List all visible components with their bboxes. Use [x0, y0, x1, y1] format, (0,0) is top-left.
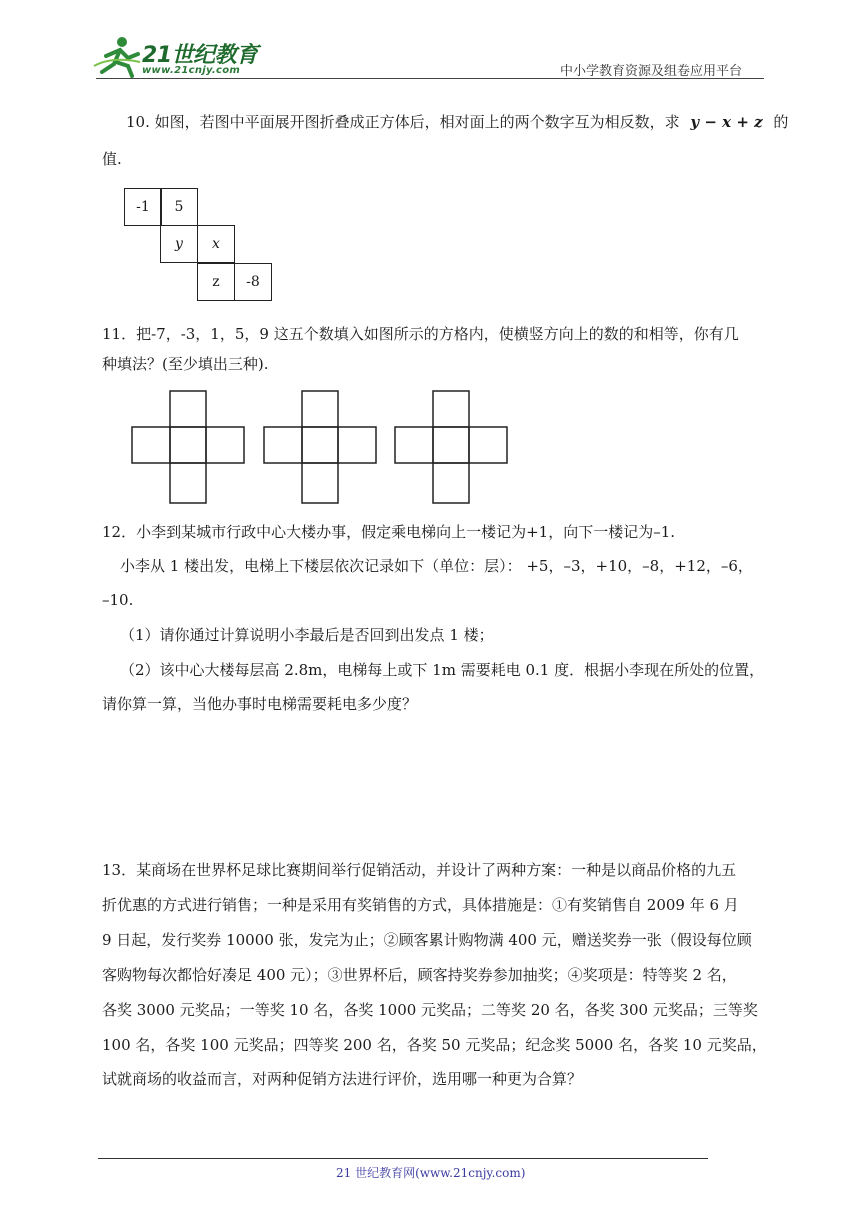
q12-sub2b: 请你算一算，当他办事时电梯需要耗电多少度？	[102, 695, 418, 713]
q13-line4: 客购物每次都恰好凑足 400 元）；③世界杯后，顾客持奖券参加抽奖；④奖项是：特等奖 2 名，	[102, 966, 737, 984]
q12-sub2: （2）该中心大楼每层高 2.8m，电梯每上或下 1m 需要耗电 0.1 度．根据小李现在所处的位置，	[120, 661, 765, 679]
q13-line6: 100 名，各奖 100 元奖品；四等奖 200 名，各奖 50 元奖品；纪念奖 5000 名，各奖 10 元奖品，	[102, 1036, 767, 1054]
q11-line2: 种填法？(至少填出三种).	[102, 355, 269, 373]
logo-url: www.21cnjy.com	[142, 65, 241, 76]
net-cell-6: -8	[234, 263, 272, 301]
cross-grid-1	[132, 391, 244, 503]
q12-line1: 12．小李到某城市行政中心大楼办事，假定乘电梯向上一楼记为+1，向下一楼记为–1.	[102, 523, 676, 541]
q13-line2: 折优惠的方式进行销售；一种是采用有奖销售的方式，具体措施是：①有奖销售自 2009 年 6 月	[102, 896, 739, 914]
q12-line3: –10.	[102, 591, 134, 609]
q13-line7: 试就商场的收益而言，对两种促销方法进行评价，选用哪一种更为合算？	[102, 1070, 583, 1088]
q11-line1: 11．把-7，-3，1，5，9 这五个数填入如图所示的方格内，使横竖方向上的数的和相等，你有几	[102, 325, 739, 343]
net-cell-1: -1	[124, 188, 162, 226]
q10-line2: 值.	[102, 150, 122, 168]
cross-grids-figure	[130, 389, 510, 505]
q13-line3: 9 日起，发行奖券 10000 张，发完为止；②顾客累计购物满 400 元，赠送奖券一张（假设每位顾	[102, 931, 752, 949]
footer-link[interactable]: 21 世纪教育网(www.21cnjy.com)	[336, 1166, 526, 1180]
net-cell-4: x	[197, 225, 235, 263]
platform-title: 中小学教育资源及组卷应用平台	[560, 64, 743, 79]
logo-text: 21世纪教育	[142, 43, 258, 68]
q10-text-a: 10. 如图，若图中平面展开图折叠成正方体后，相对面上的两个数字互为相反数，求	[126, 113, 680, 131]
header-divider	[96, 78, 764, 79]
q12-line2: 小李从 1 楼出发，电梯上下楼层依次记录如下（单位：层）： +5，–3，+10，–8，+12，–6，	[120, 557, 753, 575]
q13-line5: 各奖 3000 元奖品；一等奖 10 名，各奖 1000 元奖品；二等奖 20 名，各奖 300 元奖品；三等奖	[102, 1001, 758, 1019]
cross-grid-3	[395, 391, 507, 503]
q12-sub1: （1）请你通过计算说明小李最后是否回到出发点 1 楼；	[120, 626, 494, 644]
cross-grid-2	[264, 391, 376, 503]
q13-line1: 13．某商场在世界杯足球比赛期间举行促销活动，并设计了两种方案：一种是以商品价格的九五	[102, 861, 737, 879]
net-cell-3: y	[160, 225, 198, 263]
footer-divider	[98, 1158, 708, 1159]
net-cell-5: z	[197, 263, 235, 301]
q10-text-b: 的	[773, 113, 789, 131]
q10-line1	[126, 112, 788, 132]
q10-expression: y − x + z	[690, 113, 763, 131]
net-cell-2: 5	[160, 188, 198, 226]
